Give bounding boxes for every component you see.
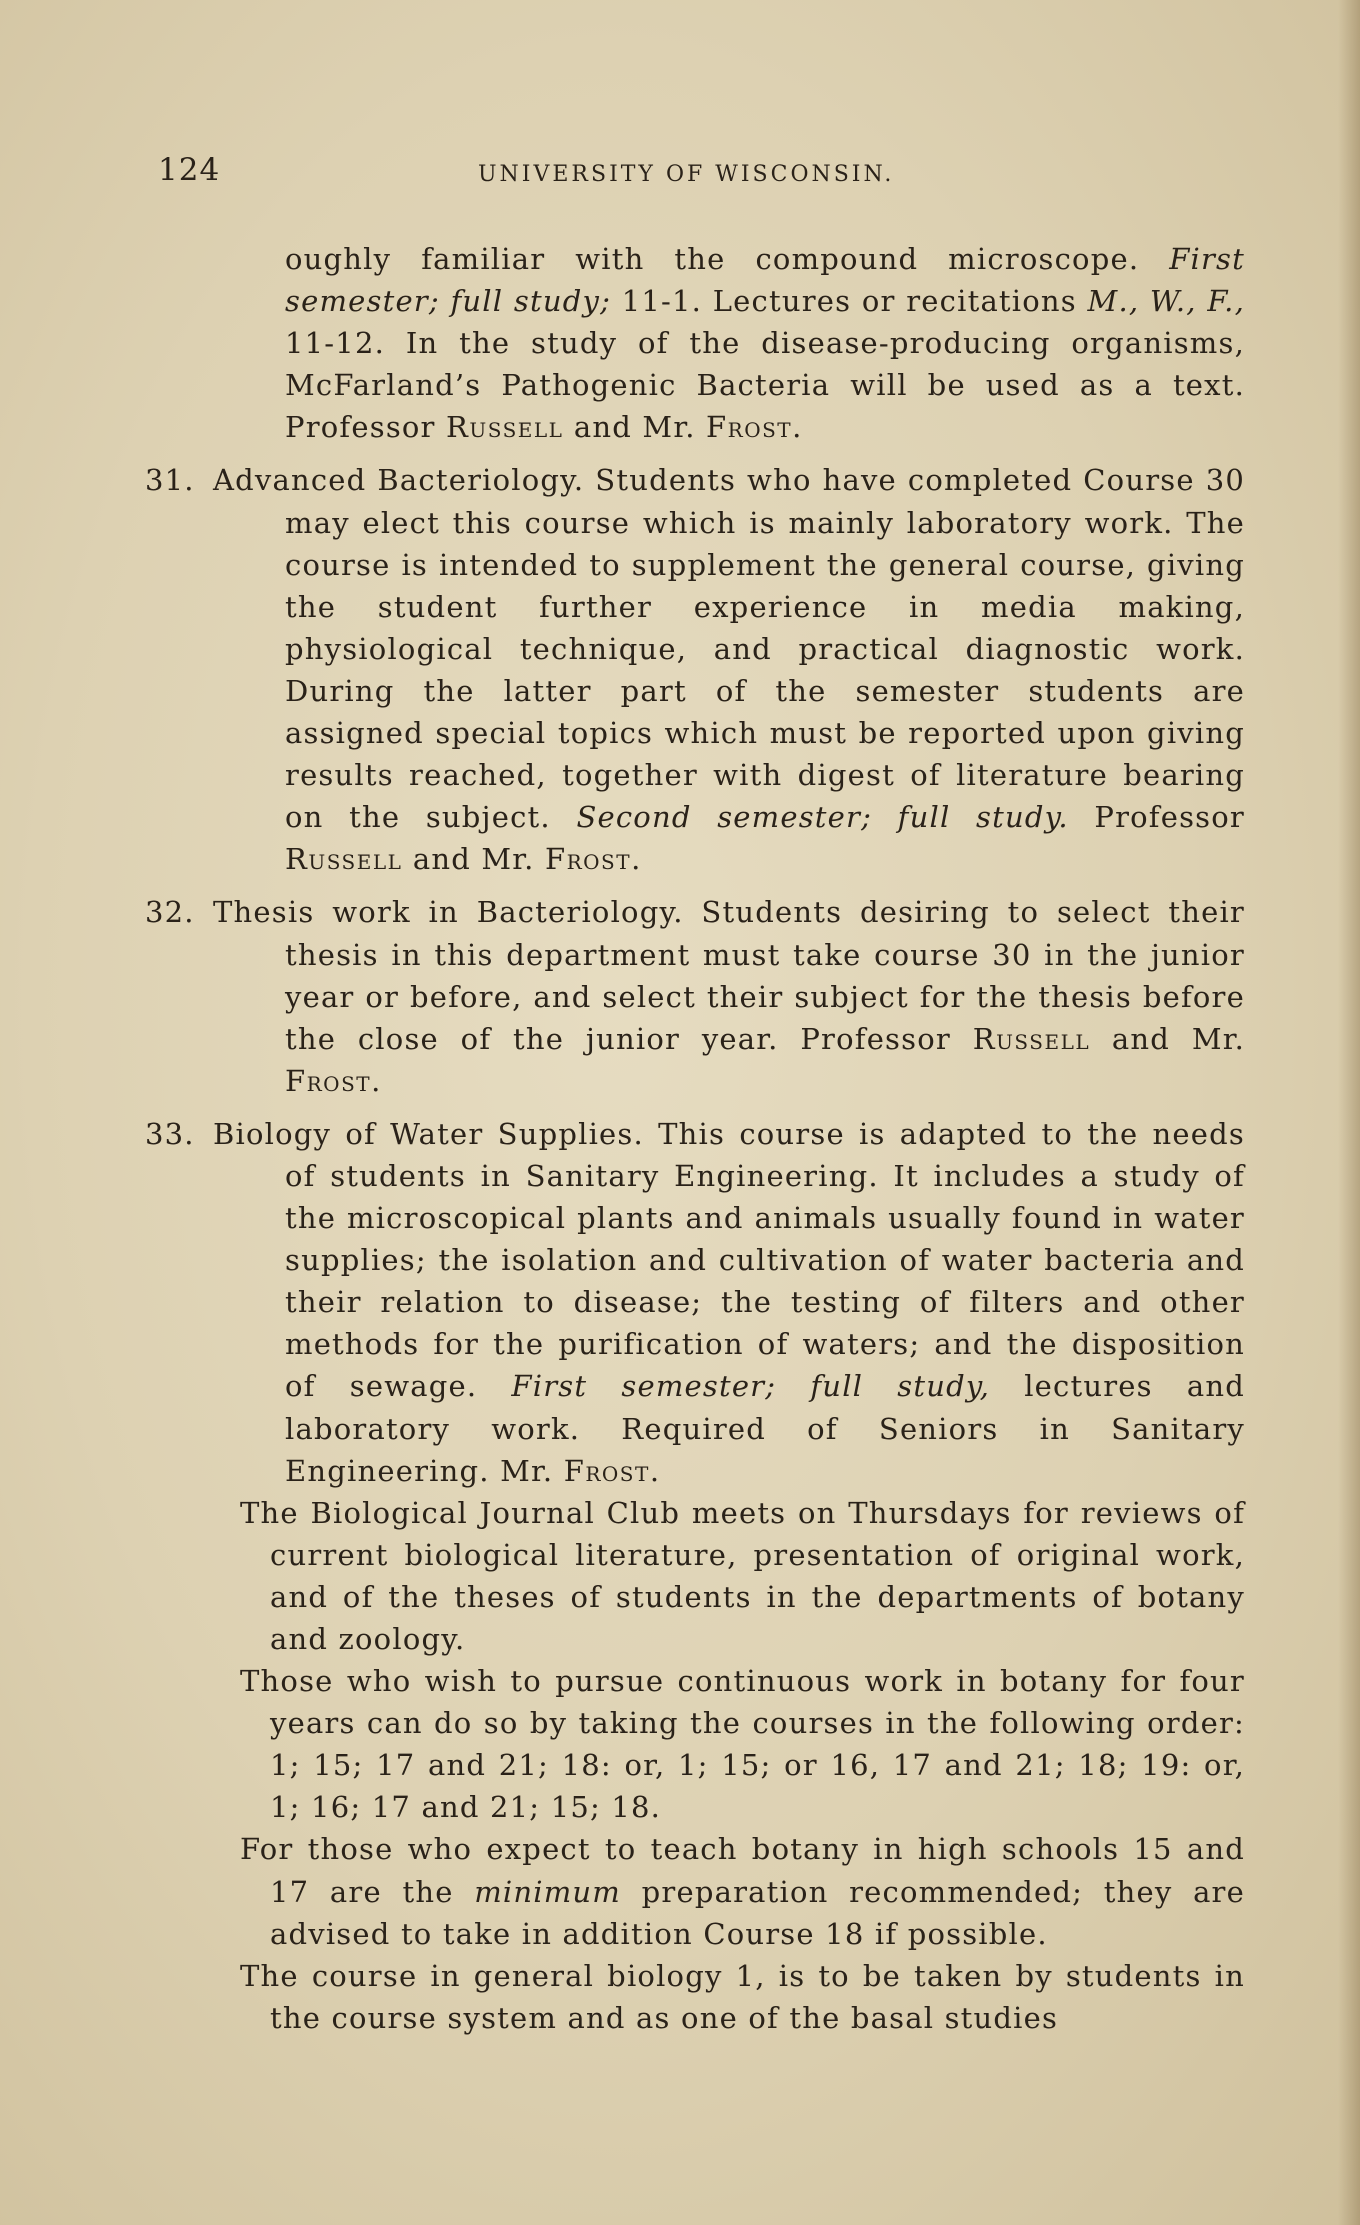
course-number: 31. (145, 463, 195, 498)
course-32: 32. Thesis work in Bacteriology. Students desiring to select their thesis in this department must take course 30 in the junior year or before, and select their subject for the thesis before the close of the junior year. Professor Russell and Mr. Frost. (145, 891, 1245, 1101)
four-year-plan-paragraph: Those who wish to pursue continuous work in botany for four years can do so by taking the courses in the following order: 1; 15; 17 and 21; 18: or, 1; 15; or 16, 17 and 21; 18; 19: or, 1; 16; 17 and 21; 15; 18. (240, 1664, 1245, 1825)
page-header (158, 152, 1248, 192)
general-biology-paragraph: The course in general biology 1, is to be taken by students in the course system and as one of the basal studies (240, 1958, 1245, 2035)
page-body (145, 238, 1245, 2039)
course-number: 32. (145, 895, 195, 930)
course-31: 31. Advanced Bacteriology. Students who have completed Course 30 may elect this course which is mainly laboratory work. The course is intended to supplement the general course, giving the student further experience in media making, physiological technique, and practical diagnostic work. During the latter part of the semester students are assigned special topics which must be reported upon giving results reached, together with digest of literature bearing on the subject. Second semester; full study. Professor Russell and Mr. Frost. (145, 459, 1245, 880)
course-number: 33. (145, 1116, 195, 1151)
page-edge-shadow (1338, 0, 1360, 2225)
teaching-preparation-paragraph: For those who expect to teach botany in high schools 15 and 17 are the minimum preparation recommended; they are advised to take in addition Course 18 if possible. (240, 1832, 1245, 1951)
journal-club-paragraph: The Biological Journal Club meets on Thursdays for reviews of current biological literature, presentation of original work, and of the theses of students in the departments of botany and zoology. (240, 1495, 1245, 1656)
course-33: 33. Biology of Water Supplies. This course is adapted to the needs of students in Sanitary Engineering. It includes a study of the microscopical plants and animals usually found in water supplies; the isolation and cultivation of water bacteria and their relation to disease; the testing of filters and other methods for the purification of waters; and the disposition of sewage. First semester; full study, lectures and laboratory work. Required of Seniors in Sanitary Engineering. Mr. Frost. (145, 1113, 1245, 1492)
continued-course-text: oughly familiar with the compound microscope. First semester; full study; 11-1. Lectures or recitations M., W., F., 11-12. In the study of the disease-producing organisms, McFarland’s Pathogenic Bacteria will be used as a text. Professor Russell and Mr. Frost. (285, 242, 1245, 445)
running-head: UNIVERSITY OF WISCONSIN. (478, 162, 895, 187)
page-number: 124 (158, 152, 221, 188)
